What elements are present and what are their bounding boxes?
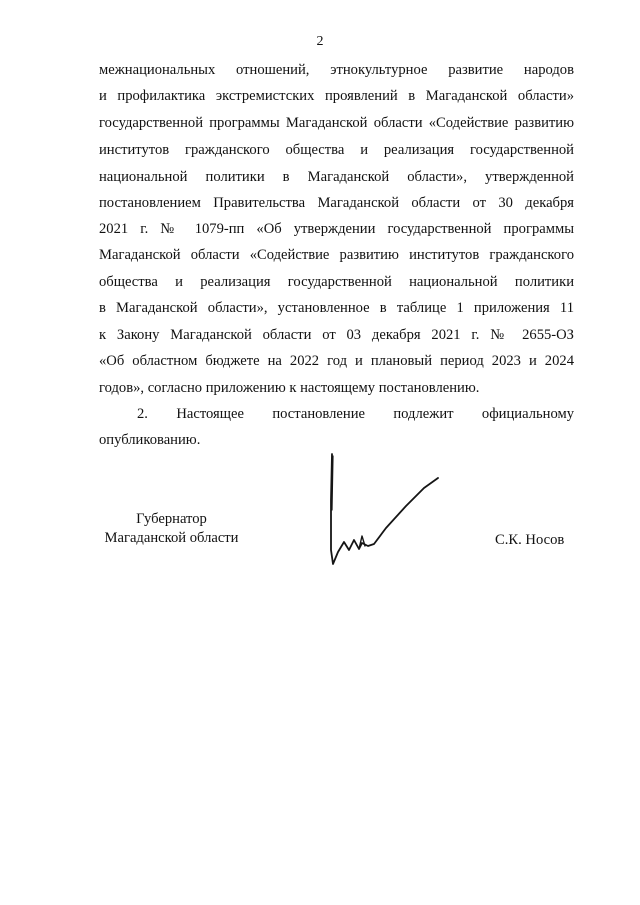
paragraph-line: национальной политики в Магаданской области», утвержденной bbox=[99, 169, 574, 185]
paragraph-line: годов», согласно приложению к настоящему постановлению. bbox=[99, 380, 480, 396]
paragraph-line: опубликованию. bbox=[99, 432, 201, 448]
paragraph-line: государственной программы Магаданской области «Содействие развитию bbox=[99, 115, 574, 131]
paragraph-line: институтов гражданского общества и реализация государственной bbox=[99, 142, 574, 158]
paragraph-line: 2021 г. № 1079-пп «Об утверждении государственной программы bbox=[99, 221, 574, 237]
paragraph-line: межнациональных отношений, этнокультурное развитие народов bbox=[99, 62, 574, 78]
page-number: 2 bbox=[316, 34, 324, 49]
paragraph-line: в Магаданской области», установленное в таблице 1 приложения 11 bbox=[99, 300, 574, 316]
paragraph-line: общества и реализация государственной национальной политики bbox=[99, 274, 574, 290]
signatory-region: Магаданской области bbox=[104, 530, 239, 546]
paragraph-line: постановлением Правительства Магаданской области от 30 декабря bbox=[99, 195, 574, 211]
signatory-position: Губернатор bbox=[136, 511, 207, 527]
paragraph-line: к Закону Магаданской области от 03 декабря 2021 г. № 2655-ОЗ bbox=[99, 327, 574, 343]
paragraph-line: 2. Настоящее постановление подлежит официальному bbox=[137, 406, 574, 422]
signatory-name: С.К. Носов bbox=[495, 532, 565, 548]
signatory-title bbox=[99, 510, 244, 548]
paragraph-line: и профилактика экстремистских проявлений в Магаданской области» bbox=[99, 88, 574, 104]
handwritten-signature bbox=[318, 450, 448, 570]
paragraph-line: «Об областном бюджете на 2022 год и плановый период 2023 и 2024 bbox=[99, 353, 574, 369]
paragraph-line: Магаданской области «Содействие развитию институтов гражданского bbox=[99, 247, 574, 263]
